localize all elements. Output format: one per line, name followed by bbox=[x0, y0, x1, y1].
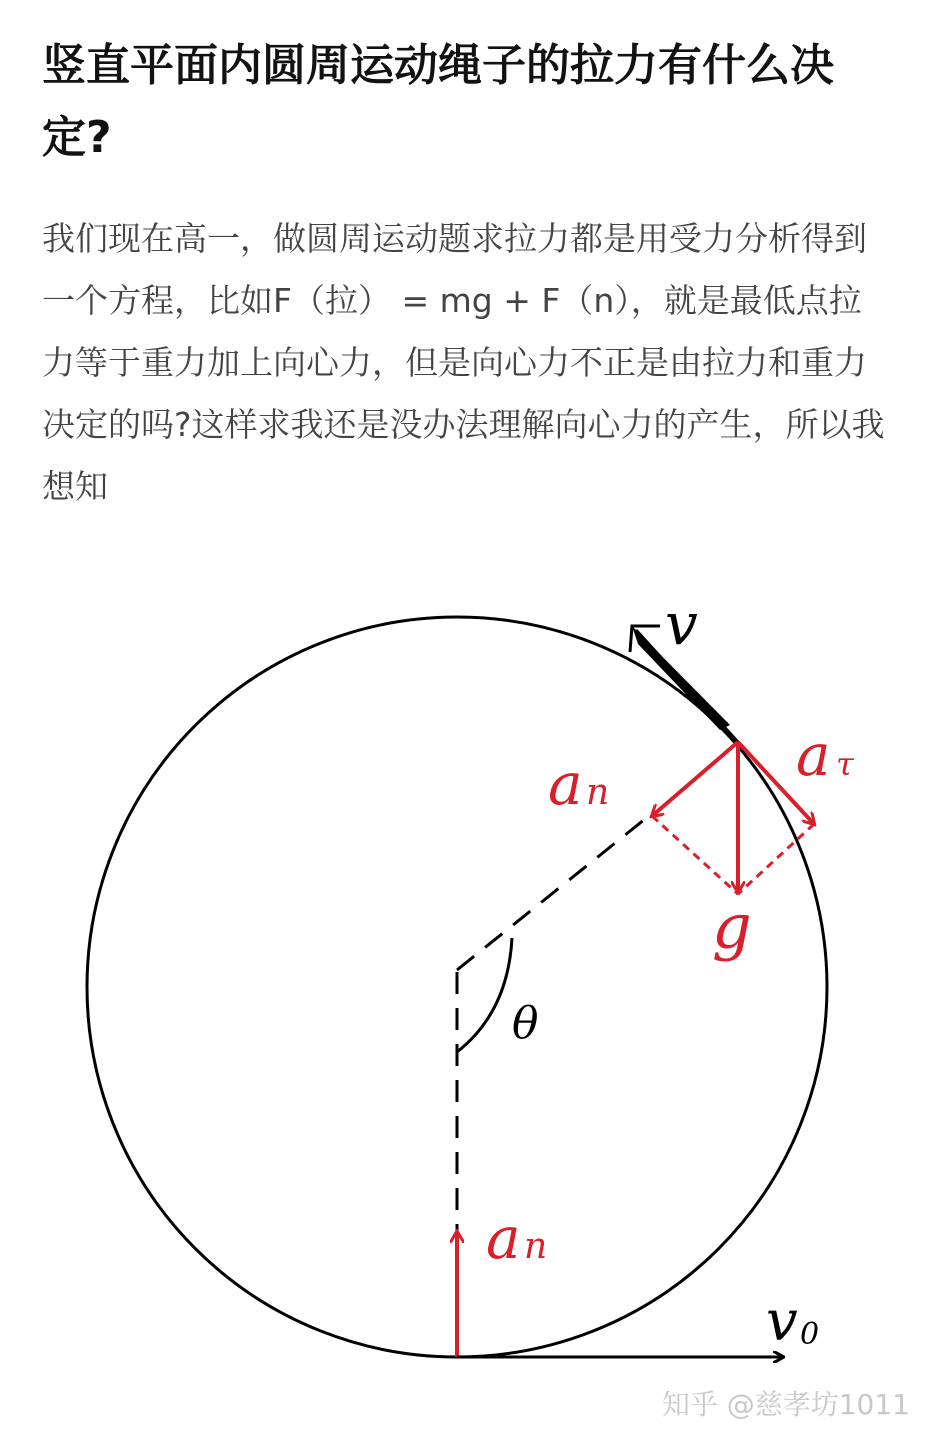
angle-arc bbox=[457, 938, 512, 1052]
label-a-tau-sub: τ bbox=[836, 745, 854, 783]
label-g: g bbox=[712, 890, 752, 963]
question-title[interactable]: 竖直平面内圆周运动绳子的拉力有什么决定? bbox=[42, 40, 834, 163]
label-an-bottom: a bbox=[486, 1204, 521, 1272]
label-v-top: v bbox=[665, 590, 698, 658]
circular-motion-figure bbox=[0, 560, 934, 1443]
label-v0-sub: 0 bbox=[800, 1317, 820, 1352]
label-an-top: a bbox=[548, 750, 583, 818]
label-v0: v bbox=[766, 1289, 798, 1354]
label-a-tau: a bbox=[796, 721, 831, 789]
centripetal-acceleration-arrow bbox=[652, 742, 738, 816]
parallelogram-dashed-1 bbox=[652, 816, 738, 894]
circular-motion-diagram bbox=[0, 560, 934, 1443]
zhihu-watermark: 知乎 @慈孝坊1011 bbox=[661, 1388, 910, 1421]
label-an-bottom-sub: n bbox=[524, 1226, 548, 1267]
question-detail[interactable]: 我们现在高一，做圆周运动题求拉力都是用受力分析得到一个方程，比如F（拉） = mg + F（n），就是最低点拉力等于重力加上向心力，但是向心力不正是由拉力和重力决定的吗?这样求我还是没办法理解向心力的产生，所以我想知 bbox=[42, 219, 885, 506]
radius-dashed-line bbox=[457, 815, 650, 970]
label-theta: θ bbox=[512, 998, 539, 1049]
label-an-top-sub: n bbox=[586, 772, 610, 813]
